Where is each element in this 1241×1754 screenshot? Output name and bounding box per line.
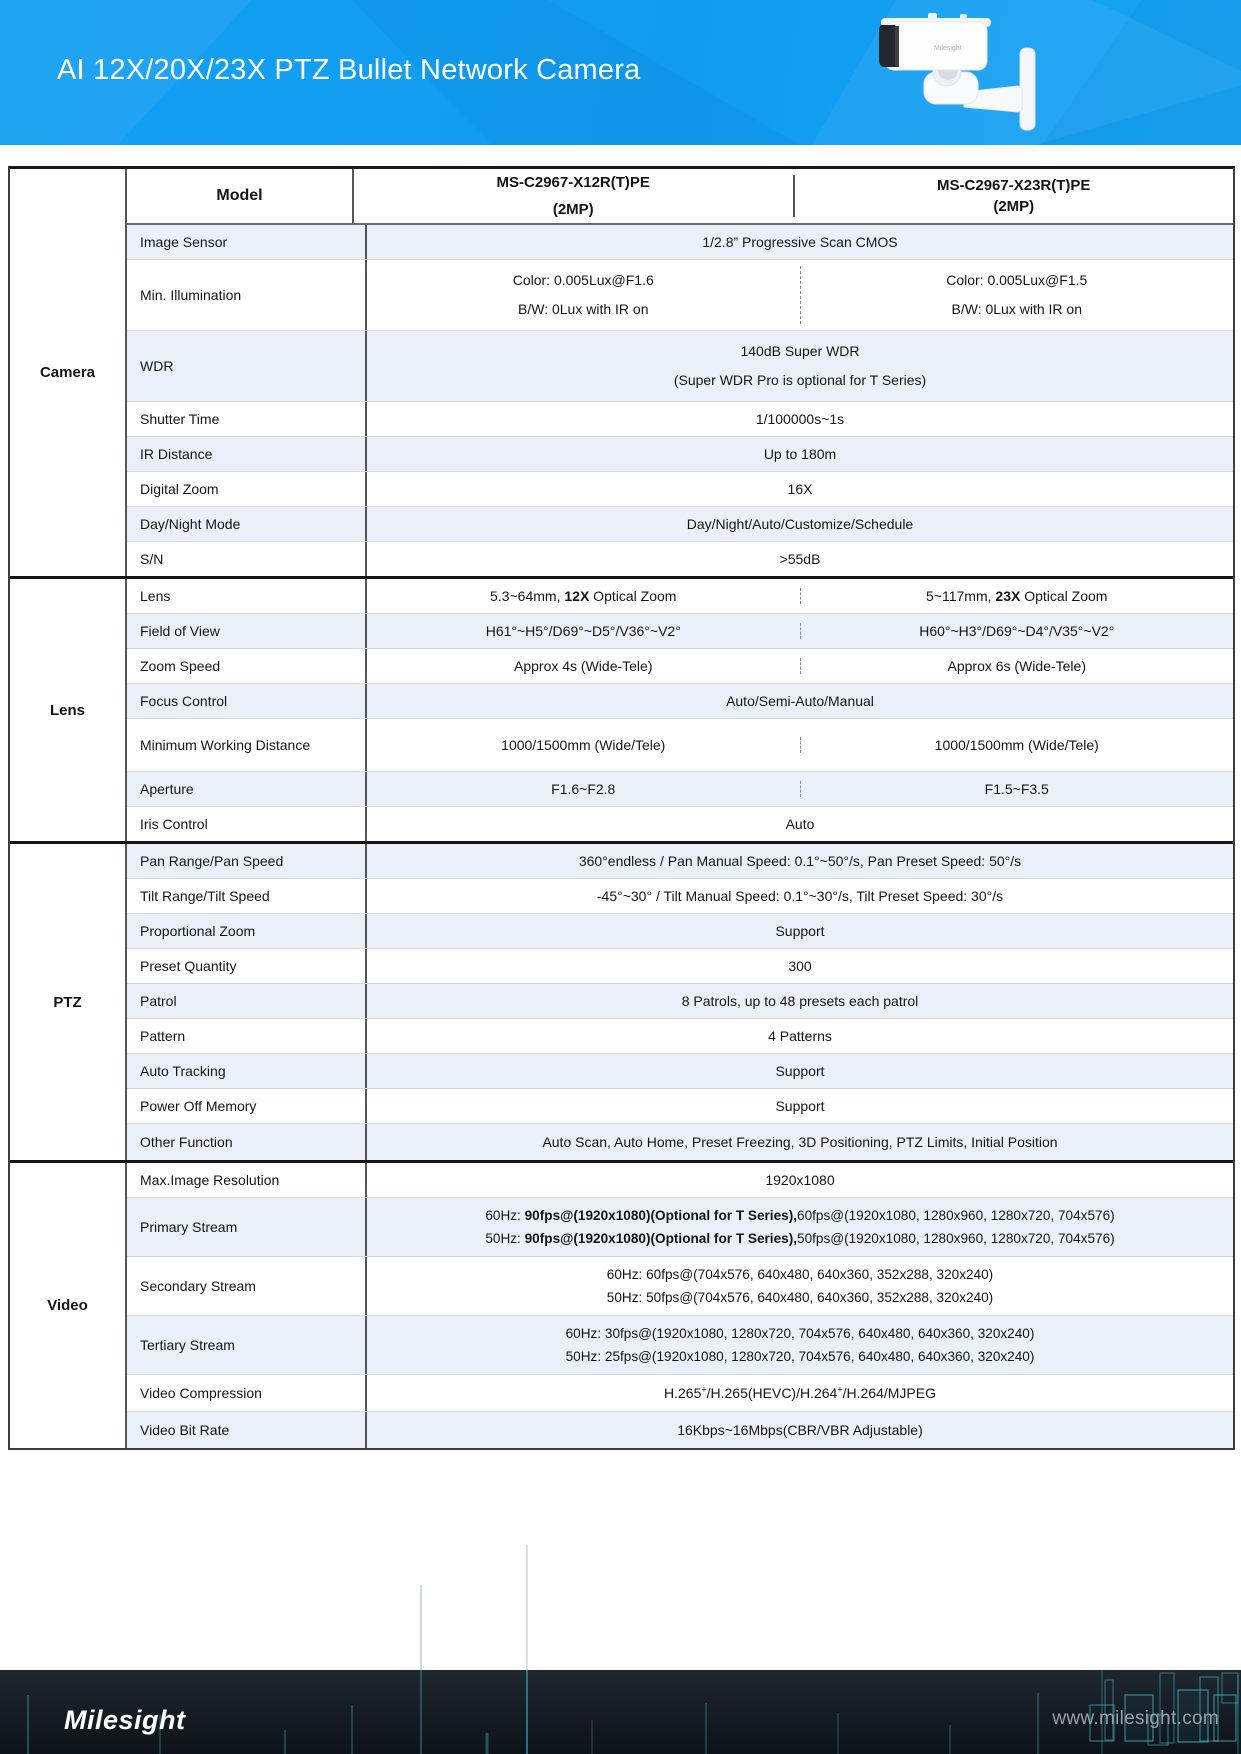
row-value: Up to 180m <box>763 446 837 462</box>
table-row <box>127 506 1233 541</box>
table-row <box>127 579 1233 613</box>
table-row <box>127 471 1233 506</box>
section-ptz <box>10 841 1233 1160</box>
row-label: Minimum Working Distance <box>127 719 367 771</box>
row-label: Secondary Stream <box>127 1257 367 1315</box>
page-title: AI 12X/20X/23X PTZ Bullet Network Camera <box>57 54 641 86</box>
row-label: Video Bit Rate <box>127 1412 367 1448</box>
row-value: 1920x1080 <box>765 1172 835 1188</box>
table-row <box>127 771 1233 806</box>
table-row <box>127 225 1233 259</box>
section-video <box>10 1160 1233 1448</box>
table-row <box>127 330 1233 401</box>
row-label: Aperture <box>127 772 367 806</box>
row-label: Day/Night Mode <box>127 507 367 541</box>
table-row <box>127 983 1233 1018</box>
table-row <box>127 1197 1233 1256</box>
row-value-x12: Approx 4s (Wide-Tele) <box>514 658 653 674</box>
row-value: Support <box>775 1063 825 1079</box>
row-label: Primary Stream <box>127 1198 367 1256</box>
model-name-x12: MS-C2967-X12R(T)PE (2MP) <box>496 174 650 218</box>
section-camera <box>10 169 1233 576</box>
row-label: Iris Control <box>127 807 367 841</box>
row-label: Lens <box>127 579 367 613</box>
row-value-x23: 1000/1500mm (Wide/Tele) <box>800 737 1234 753</box>
table-row <box>127 844 1233 878</box>
row-value: Support <box>775 1098 825 1114</box>
table-row <box>127 1163 1233 1197</box>
row-value: 360°endless / Pan Manual Speed: 0.1°~50°/s, Pan Preset Speed: 50°/s <box>578 853 1022 869</box>
table-row <box>127 1018 1233 1053</box>
row-value-x23: H60°~H3°/D69°~D4°/V35°~V2° <box>800 623 1234 639</box>
row-value: Day/Night/Auto/Customize/Schedule <box>686 516 914 532</box>
row-label: Power Off Memory <box>127 1089 367 1123</box>
row-value: 4 Patterns <box>768 1028 832 1044</box>
table-row <box>127 541 1233 576</box>
table-row <box>127 806 1233 841</box>
table-row <box>127 1411 1233 1448</box>
row-label: Max.Image Resolution <box>127 1163 367 1197</box>
table-row <box>127 1088 1233 1123</box>
row-value: 300 <box>788 958 812 974</box>
table-row <box>127 878 1233 913</box>
table-row <box>127 1256 1233 1315</box>
table-row <box>127 1374 1233 1411</box>
row-value: 8 Patrols, up to 48 presets each patrol <box>681 993 919 1009</box>
row-value: 16Kbps~16Mbps(CBR/VBR Adjustable) <box>677 1422 923 1438</box>
row-value-x12: 1000/1500mm (Wide/Tele) <box>501 737 666 753</box>
row-label: WDR <box>127 331 367 401</box>
row-value: Auto/Semi-Auto/Manual <box>726 693 874 709</box>
row-label: Pattern <box>127 1019 367 1053</box>
table-row <box>127 259 1233 330</box>
row-label: Tilt Range/Tilt Speed <box>127 879 367 913</box>
row-value-x12: H61°~H5°/D69°~D5°/V36°~V2° <box>485 623 681 639</box>
section-title-lens: Lens <box>10 579 127 841</box>
row-value-x12: 5.3~64mm, 12X Optical Zoom <box>490 588 677 604</box>
model-name-x23: MS-C2967-X23R(T)PE (2MP) <box>793 175 1234 217</box>
row-label: Other Function <box>127 1124 367 1160</box>
row-value-x12: Color: 0.005Lux@F1.6 B/W: 0Lux with IR on <box>512 272 654 317</box>
table-row <box>127 683 1233 718</box>
row-label: Min. Illumination <box>127 260 367 330</box>
table-row <box>127 613 1233 648</box>
row-value: H.265+/H.265(HEVC)/H.264+/H.264/MJPEG <box>664 1384 936 1401</box>
table-row <box>127 1315 1233 1374</box>
row-value: -45°~30° / Tilt Manual Speed: 0.1°~30°/s, Tilt Preset Speed: 30°/s <box>596 888 1004 904</box>
row-label: Video Compression <box>127 1375 367 1411</box>
row-label: S/N <box>127 542 367 576</box>
milesight-logo: Milesight <box>64 1705 186 1735</box>
ptz-camera-product-image <box>868 12 1050 142</box>
header-banner <box>0 0 1241 145</box>
row-label: Pan Range/Pan Speed <box>127 844 367 878</box>
website-link[interactable]: www.milesight.com <box>1052 1708 1219 1729</box>
camera-body-logo: Milesight <box>934 45 962 52</box>
row-value: Auto <box>785 816 815 832</box>
row-label: Auto Tracking <box>127 1054 367 1088</box>
table-row <box>127 401 1233 436</box>
row-label: Preset Quantity <box>127 949 367 983</box>
model-header-row <box>127 169 1233 225</box>
row-value: 60Hz: 30fps@(1920x1080, 1280x720, 704x576, 640x480, 640x360, 320x240) 50Hz: 25fps@(1920x1080, 1280x720, 704x576, 640x480, 640x360, 320x240) <box>565 1326 1035 1364</box>
section-title-video: Video <box>10 1163 127 1448</box>
row-label: IR Distance <box>127 437 367 471</box>
row-value: 1/100000s~1s <box>755 411 845 427</box>
row-value-x23: F1.5~F3.5 <box>800 781 1234 797</box>
row-value-x12: F1.6~F2.8 <box>551 781 616 797</box>
row-value: >55dB <box>779 551 821 567</box>
table-row <box>127 436 1233 471</box>
table-row <box>127 1053 1233 1088</box>
row-value: 140dB Super WDR (Super WDR Pro is optional for T Series) <box>673 343 927 388</box>
table-row <box>127 718 1233 771</box>
section-lens <box>10 576 1233 841</box>
row-label: Shutter Time <box>127 402 367 436</box>
row-label: Field of View <box>127 614 367 648</box>
model-label: Model <box>127 169 354 223</box>
row-value: 60Hz: 90fps@(1920x1080)(Optional for T Series),60fps@(1920x1080, 1280x960, 1280x720, 704x576) 50Hz: 90fps@(1920x1080)(Optional for T Series),50fps@(1920x1080, 1280x960, 1280x720, 704x576) <box>485 1208 1115 1246</box>
row-label: Zoom Speed <box>127 649 367 683</box>
row-label: Digital Zoom <box>127 472 367 506</box>
row-value: 16X <box>787 481 813 497</box>
row-value-x23: 5~117mm, 23X Optical Zoom <box>800 588 1234 604</box>
row-value-x23: Approx 6s (Wide-Tele) <box>800 658 1234 674</box>
row-value: Auto Scan, Auto Home, Preset Freezing, 3D Positioning, PTZ Limits, Initial Position <box>542 1134 1058 1150</box>
section-title-camera: Camera <box>10 169 127 576</box>
spec-table <box>8 166 1235 1450</box>
table-row <box>127 948 1233 983</box>
table-row <box>127 913 1233 948</box>
row-label: Focus Control <box>127 684 367 718</box>
row-label: Tertiary Stream <box>127 1316 367 1374</box>
row-value: Support <box>775 923 825 939</box>
row-label: Patrol <box>127 984 367 1018</box>
row-value-x23: Color: 0.005Lux@F1.5 B/W: 0Lux with IR on <box>800 266 1234 324</box>
row-value: 60Hz: 60fps@(704x576, 640x480, 640x360, 352x288, 320x240) 50Hz: 50fps@(704x576, 640x480, 640x360, 352x288, 320x240) <box>606 1267 994 1305</box>
row-value: 1/2.8” Progressive Scan CMOS <box>702 234 898 250</box>
table-row <box>127 648 1233 683</box>
row-label: Proportional Zoom <box>127 914 367 948</box>
section-title-ptz: PTZ <box>10 844 127 1160</box>
table-row <box>127 1123 1233 1160</box>
row-label: Image Sensor <box>127 225 367 259</box>
